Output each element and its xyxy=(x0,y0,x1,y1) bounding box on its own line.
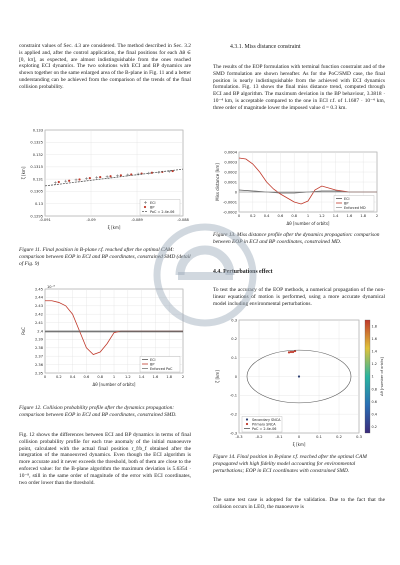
y-tick-label: 0.3 xyxy=(231,318,237,323)
x-tick-label: 0.2 xyxy=(55,375,62,379)
colorbar-tick-label: 1.8 xyxy=(371,324,377,329)
y-tick-label: 0.132 xyxy=(32,152,43,157)
left-paragraph-2: Fig. 12 shows the differences between ECI and BP dynamics in terms of final collision probability profile for each true anomaly of the initial manoeuvre point, calculated with the actual final position r_f/b_f obtained after the integration of the manoeuvred dynamics. Even though the ECI algorithm is more accurate and it never exceeds the threshold, both of them are close to the enforced value: for the B-plane algorithm the maximum deviation is 5.6354 · 10⁻⁸, still in the same order of magnitude of the error with ECI coordinates, two order lower than the threshold. xyxy=(19,432,191,486)
legend-label: BP xyxy=(344,201,349,206)
figure-13-chart xyxy=(213,146,385,228)
x-tick-label: -0.089 xyxy=(131,218,143,222)
x-tick-label: -0.088 xyxy=(177,218,189,222)
y-axis-label: Miss distance [km] xyxy=(215,163,220,201)
y-tick-label: -0.1 xyxy=(229,393,237,398)
x-tick-label: 1 xyxy=(112,375,116,379)
data-point xyxy=(120,174,122,176)
y-tick-label: -0.2 xyxy=(229,412,237,417)
x-tick-label: 2 xyxy=(375,214,379,218)
x-tick-label: 1.6 xyxy=(152,375,159,379)
y-tick-label: 0.0001 xyxy=(224,180,237,185)
x-tick-label: 0.2 xyxy=(249,214,256,218)
colorbar-tick-label: 1 xyxy=(371,374,374,379)
x-tick-label: -0.2 xyxy=(255,435,263,439)
x-tick-label: 0.2 xyxy=(336,435,342,439)
y-axis-label: PoC xyxy=(21,327,26,335)
y-tick-label: -0.0001 xyxy=(223,200,237,205)
y-tick-label: 0.133 xyxy=(32,128,43,133)
x-tick-label: -0.09 xyxy=(86,218,96,222)
y-tick-label: 2.37 xyxy=(34,354,43,359)
x-tick-label: 0.6 xyxy=(277,214,284,218)
x-tick-label: 0.8 xyxy=(97,375,104,379)
x-tick-label: 1 xyxy=(306,214,310,218)
x-tick-label: 0 xyxy=(297,435,301,439)
figure-11-chart xyxy=(19,124,191,232)
data-point xyxy=(290,351,292,353)
colorbar-label: Δθ [number of orbits] xyxy=(380,357,384,396)
figure-13-caption: Figure 13. Miss distance profile after the dynamics propagation: comparison between EOP in ECI and BP coordinates, constrained MD. xyxy=(213,232,380,245)
x-tick-label: 0 xyxy=(43,375,47,379)
figure-12-chart xyxy=(19,283,191,389)
y-tick-label: 0.0002 xyxy=(224,170,237,175)
x-tick-label: 0.4 xyxy=(69,375,76,379)
y-tick-label: 0.1325 xyxy=(30,140,43,145)
x-tick-label: 1.8 xyxy=(166,375,173,379)
y-tick-label: 0.0004 xyxy=(224,150,237,155)
y-tick-label: 2.42 xyxy=(34,312,43,317)
data-point xyxy=(89,177,91,179)
data-point xyxy=(78,178,80,180)
colorbar-tick-label: 0.4 xyxy=(371,412,377,417)
x-axis-label: ξ [km] xyxy=(292,442,306,447)
right-paragraph-2: To test the accuracy of the EOP methods, a numerical propagation of the non-linear equations of motion is performed, using a more accurate dynamical model including environmental perturbations. xyxy=(213,287,385,307)
legend-label: PoC = 2.4e-06 xyxy=(252,426,277,431)
x-tick-label: 0 xyxy=(237,214,241,218)
legend-swatch xyxy=(144,206,146,208)
legend-label: Enforced PoC xyxy=(150,366,173,371)
colorbar-tick-label: 1.2 xyxy=(371,362,377,367)
right-paragraph-1: The results of the EOP formulation with terminal function constraint and of the SMD formulation are shown hereafter. As for the PoC/SMD case, the final position is nearly indistinguishable from the achieved with ECI dynamics formulation. Fig. 13 shows the final miss distance trend, computed through ECI and BP algorithm. The maximum deviation in the BP behaviour, 3.3818 · 10⁻⁴ km, is acceptable compared to the one in ECI r.f. of 1.1687 · 10⁻⁴ km, three order of magnitude lower the imposed value d = 0.3 km. xyxy=(213,64,385,111)
x-tick-label: 0.4 xyxy=(263,214,270,218)
x-tick-label: 0.8 xyxy=(291,214,298,218)
y-tick-label: 2.41 xyxy=(34,320,43,325)
section-4-3-1-title: 4.3.1. Miss distance constraint xyxy=(230,44,301,50)
x-axis-label: Δθ [number of orbits] xyxy=(92,382,136,387)
x-tick-label: 1.8 xyxy=(360,214,367,218)
y-axis-label: ζ [km] xyxy=(215,370,220,383)
x-tick-label: 1.4 xyxy=(138,375,145,379)
y-tick-label: 0.2 xyxy=(231,337,237,342)
colorbar-tick-label: 1.4 xyxy=(371,349,377,354)
data-point xyxy=(99,176,101,178)
y-tick-label: 2.38 xyxy=(34,346,43,351)
legend-label: PoC = 2.4e-06 xyxy=(150,209,175,214)
data-point xyxy=(288,351,290,353)
y-tick-label: 2.35 xyxy=(34,371,43,376)
figure-14-chart xyxy=(213,314,385,449)
y-tick-label: 0.1315 xyxy=(30,165,43,170)
data-point xyxy=(109,175,111,177)
legend-swatch xyxy=(246,423,248,425)
x-tick-label: 1.2 xyxy=(318,214,325,218)
y-tick-label: -0.3 xyxy=(229,431,237,436)
y-tick-label: -0.0002 xyxy=(223,210,237,215)
y-tick-label: 0.1 xyxy=(231,355,237,360)
figure-12-caption: Figure 12. Collision probability profile after the dynamics propagation: comparison between EOP in ECI and BP coordinates, constrained SMD. xyxy=(19,405,177,418)
colorbar-tick-label: 1.6 xyxy=(371,337,377,342)
legend-label: Secondary SNCA xyxy=(252,417,281,422)
legend-swatch xyxy=(246,418,248,420)
data-point xyxy=(292,351,294,353)
data-point xyxy=(68,180,70,182)
y-tick-label: 0 xyxy=(234,374,237,379)
x-tick-label: 0.1 xyxy=(316,435,322,439)
legend-label: BP xyxy=(150,362,155,367)
x-tick-label: 1.2 xyxy=(124,375,131,379)
x-axis-label: Δθ [number of orbits] xyxy=(286,221,330,226)
figure-11-caption: Figure 11. Final position in B-plane r.f. reached after the optimal CAM: comparison between EOP in ECI and BP coordinates, constrained SMD (detail of Fig. 9) xyxy=(19,247,191,267)
y-tick-label: 2.45 xyxy=(34,287,43,292)
data-point xyxy=(298,375,300,377)
x-tick-label: -0.1 xyxy=(275,435,283,439)
x-tick-label: 1.4 xyxy=(332,214,339,218)
y-tick-label: 2.43 xyxy=(34,304,43,309)
x-tick-label: -0.3 xyxy=(235,435,243,439)
section-4-4-title: 4.4. Perturbations effect xyxy=(213,269,273,275)
y-axis-exponent: 10⁻⁶ xyxy=(47,285,55,289)
y-tick-label: 0.13 xyxy=(34,202,43,207)
y-tick-label: 0.0003 xyxy=(224,160,237,165)
legend-label: Primary SNCA xyxy=(252,422,276,427)
y-tick-label: 2.4 xyxy=(37,329,43,334)
legend-label: ECI xyxy=(344,196,350,201)
x-tick-label: -0.091 xyxy=(39,218,51,222)
legend-label: Enforced MD xyxy=(344,205,366,210)
y-tick-label: 2.39 xyxy=(34,337,43,342)
x-tick-label: 0.6 xyxy=(83,375,90,379)
y-tick-label: 0 xyxy=(234,190,237,195)
x-tick-label: 2 xyxy=(181,375,185,379)
figure-14-caption: Figure 14. Final position in B-plane r.f. reached after the optimal CAM propagated with high fidelity model accounting for environmental perturbations; EOP in ECI coordinates with constrained SMD. xyxy=(213,454,367,474)
colorbar-tick-label: 0.6 xyxy=(371,399,377,404)
colorbar-tick-label: 0.8 xyxy=(371,387,377,392)
colorbar-tick-label: 0.2 xyxy=(371,424,377,429)
legend-label: BP xyxy=(150,205,155,210)
y-tick-label: 0.1295 xyxy=(30,214,43,219)
left-paragraph-1: constraint values of Sec. 4.3 are considered. The method described in Sec. 3.2 is applied and, after the control application, the final positions for each Δθ ∈ [0, kπ], as expected, are almost indistinguishable from the ones reached exploting ECI dynamics. The two solutions with ECI and BP dynamics are shown together on the same enlarged area of the B-plane in Fig. 11 and a better understanding can be achieved from the comparison of the trends of the final collision probability. xyxy=(19,43,191,90)
y-tick-label: 2.44 xyxy=(34,295,43,300)
y-tick-label: 0.131 xyxy=(32,177,43,182)
y-tick-label: 2.36 xyxy=(34,362,43,367)
x-tick-label: 1.6 xyxy=(346,214,353,218)
y-tick-label: 0.1305 xyxy=(30,189,43,194)
legend-label: ECI xyxy=(150,200,156,205)
y-axis-label: ζ [km] xyxy=(21,166,26,180)
legend-label: ECI xyxy=(150,357,156,362)
x-tick-label: 0.3 xyxy=(356,435,362,439)
data-point xyxy=(58,181,60,183)
x-axis-label: ξ [km] xyxy=(107,225,121,230)
right-paragraph-3: The same test case is adopted for the validation. Due to the fact that the collision occurs in LEO, the manoeuvre is xyxy=(213,497,385,510)
colorbar xyxy=(365,320,370,433)
